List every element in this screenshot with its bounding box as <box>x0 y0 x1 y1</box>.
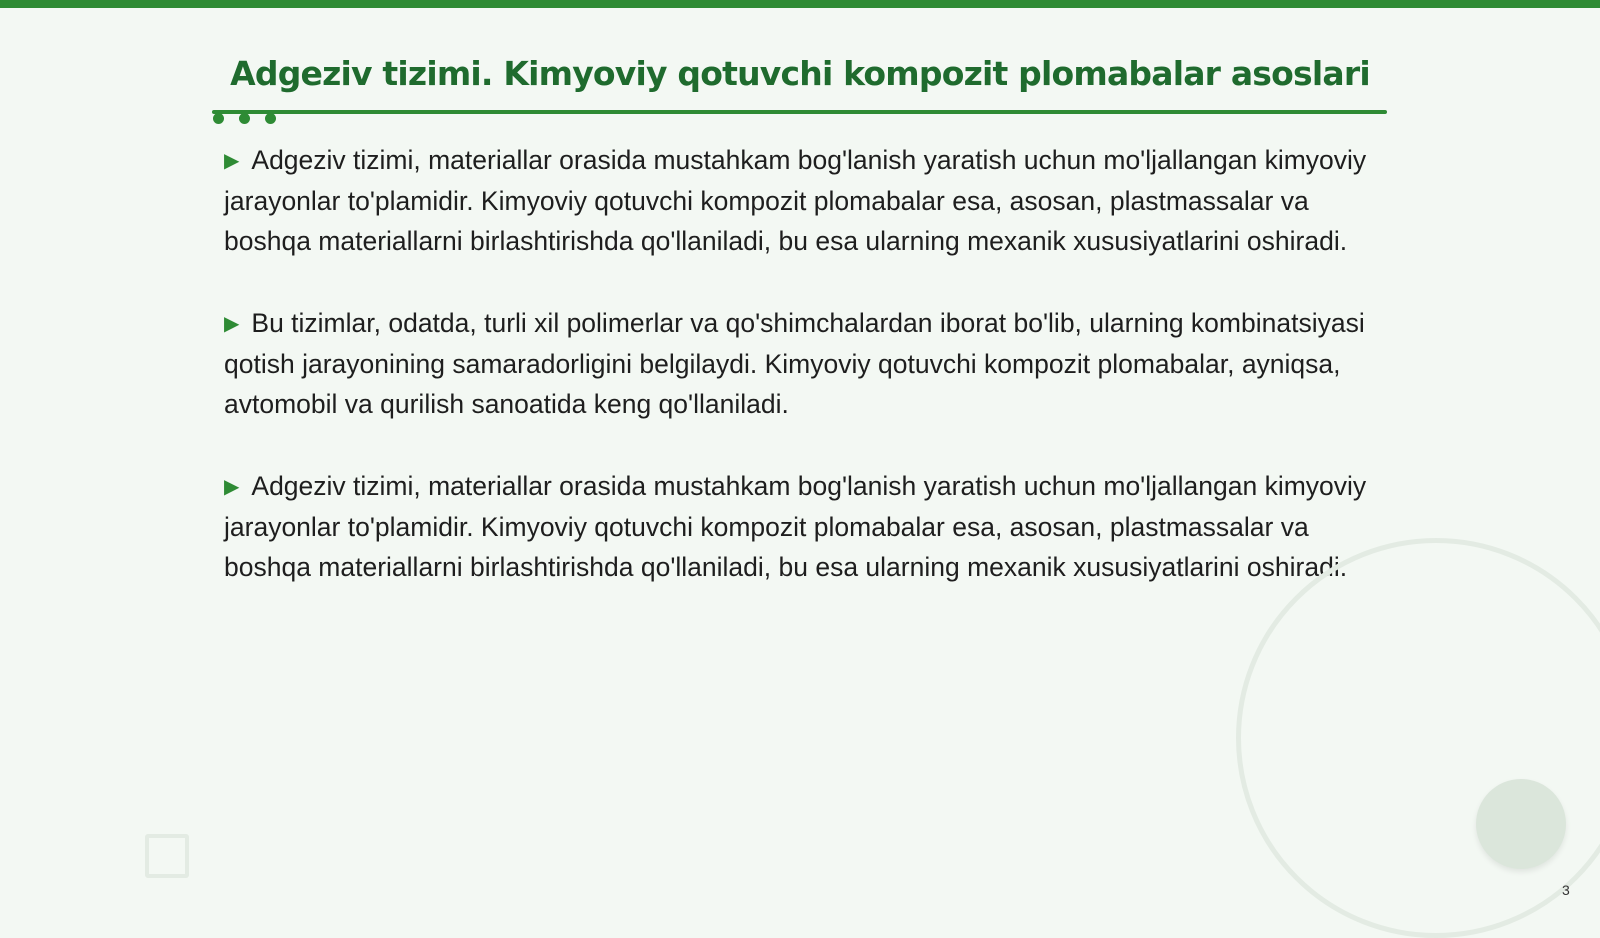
bullet-item <box>224 303 1374 424</box>
decorative-square <box>145 834 189 878</box>
bullet-text: Bu tizimlar, odatda, turli xil polimerlar va qo'shimchalardan iborat bo'lib, ularning kombinatsiyasi qotish jarayonining samaradorligini belgilaydi. Kimyoviy qotuvchi kompozit plomabalar, ayniqsa, avtomobil va qurilish sanoatida keng qo'llaniladi. <box>224 308 1365 419</box>
title-underline-dot <box>239 113 250 124</box>
slide-title: Adgeziv tizimi. Kimyoviy qotuvchi kompozit plomabalar asoslari <box>230 54 1370 93</box>
bullet-item <box>224 140 1374 261</box>
decorative-disc <box>1476 779 1566 869</box>
bullet-item <box>224 466 1374 587</box>
top-accent-bar <box>0 0 1600 8</box>
slide-content <box>224 140 1374 629</box>
triangle-right-icon: ▶ <box>224 313 240 335</box>
page-number: 3 <box>1562 882 1570 898</box>
triangle-right-icon: ▶ <box>224 476 240 498</box>
bullet-text: Adgeziv tizimi, materiallar orasida mustahkam bog'lanish yaratish uchun mo'ljallangan kimyoviy jarayonlar to'plamidir. Kimyoviy qotuvchi kompozit plomabalar esa, asosan, plastmassalar va boshqa materiallarni birlashtirishda qo'llaniladi, bu esa ularning mexanik xususiyatlarini oshiradi. <box>224 471 1367 582</box>
triangle-right-icon: ▶ <box>224 150 240 172</box>
bullet-text: Adgeziv tizimi, materiallar orasida mustahkam bog'lanish yaratish uchun mo'ljallangan kimyoviy jarayonlar to'plamidir. Kimyoviy qotuvchi kompozit plomabalar esa, asosan, plastmassalar va boshqa materiallarni birlashtirishda qo'llaniladi, bu esa ularning mexanik xususiyatlarini oshiradi. <box>224 145 1367 256</box>
title-underline <box>212 110 1387 114</box>
title-underline-dot <box>265 113 276 124</box>
title-underline-dot <box>213 113 224 124</box>
